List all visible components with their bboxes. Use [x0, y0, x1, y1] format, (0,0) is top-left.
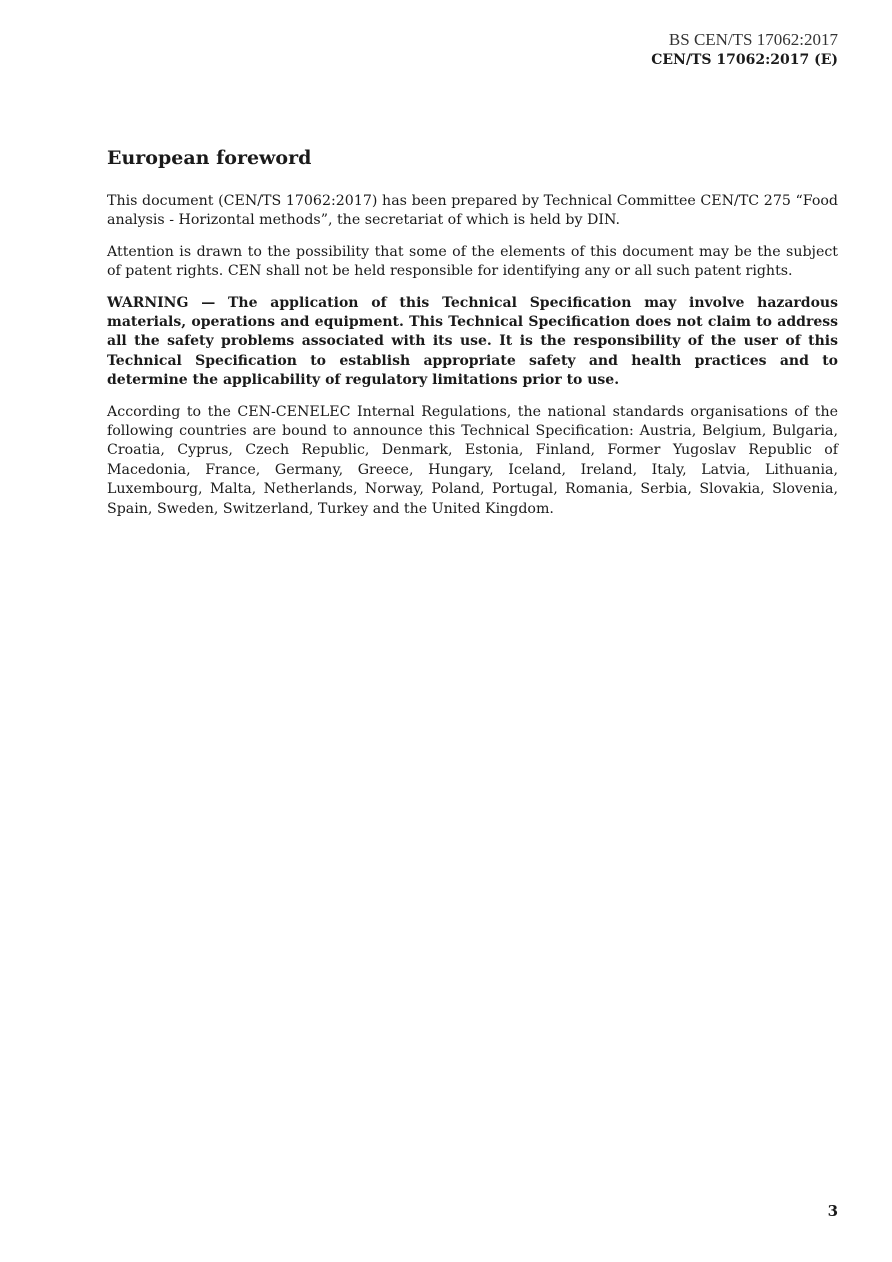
page-number: 3 [827, 1202, 838, 1220]
section-title: European foreword [107, 147, 312, 169]
paragraph-warning: WARNING — The application of this Technical Specification may involve hazardous materials, operations and equipment. This Technical Specification does not claim to address all the safety problems associated with its use. It is the responsibility of the user of this Technical Specification to establish appropriate safety and health practices and to determine the applicability of regulatory limitations prior to use. [107, 294, 838, 389]
foreword-section [107, 146, 838, 531]
paragraph-patent-rights: Attention is drawn to the possibility that some of the elements of this document may be the subject of patent rights. CEN shall not be held responsible for identifying any or all such patent rights. [107, 243, 838, 280]
document-designation: CEN/TS 17062:2017 (E) [651, 52, 838, 68]
standard-number: BS CEN/TS 17062:2017 [668, 30, 838, 49]
page-header [651, 29, 838, 71]
paragraph-countries: According to the CEN-CENELEC Internal Regulations, the national standards organisations of the following countries are bound to announce this Technical Specification: Austria, Belgium, Bulgaria, Croatia, Cyprus, Czech Republic, Denmark, Estonia, Finland, Former Yugoslav Republic of Macedonia, France, Germany, Greece, Hungary, Iceland, Ireland, Italy, Latvia, Lithuania, Luxembourg, Malta, Netherlands, Norway, Poland, Portugal, Romania, Serbia, Slovakia, Slovenia, Spain, Sweden, Switzerland, Turkey and the United Kingdom. [107, 403, 838, 517]
paragraph-preparation: This document (CEN/TS 17062:2017) has been prepared by Technical Committee CEN/TC 275 “Food analysis - Horizontal methods”, the secretariat of which is held by DIN. [107, 193, 838, 229]
